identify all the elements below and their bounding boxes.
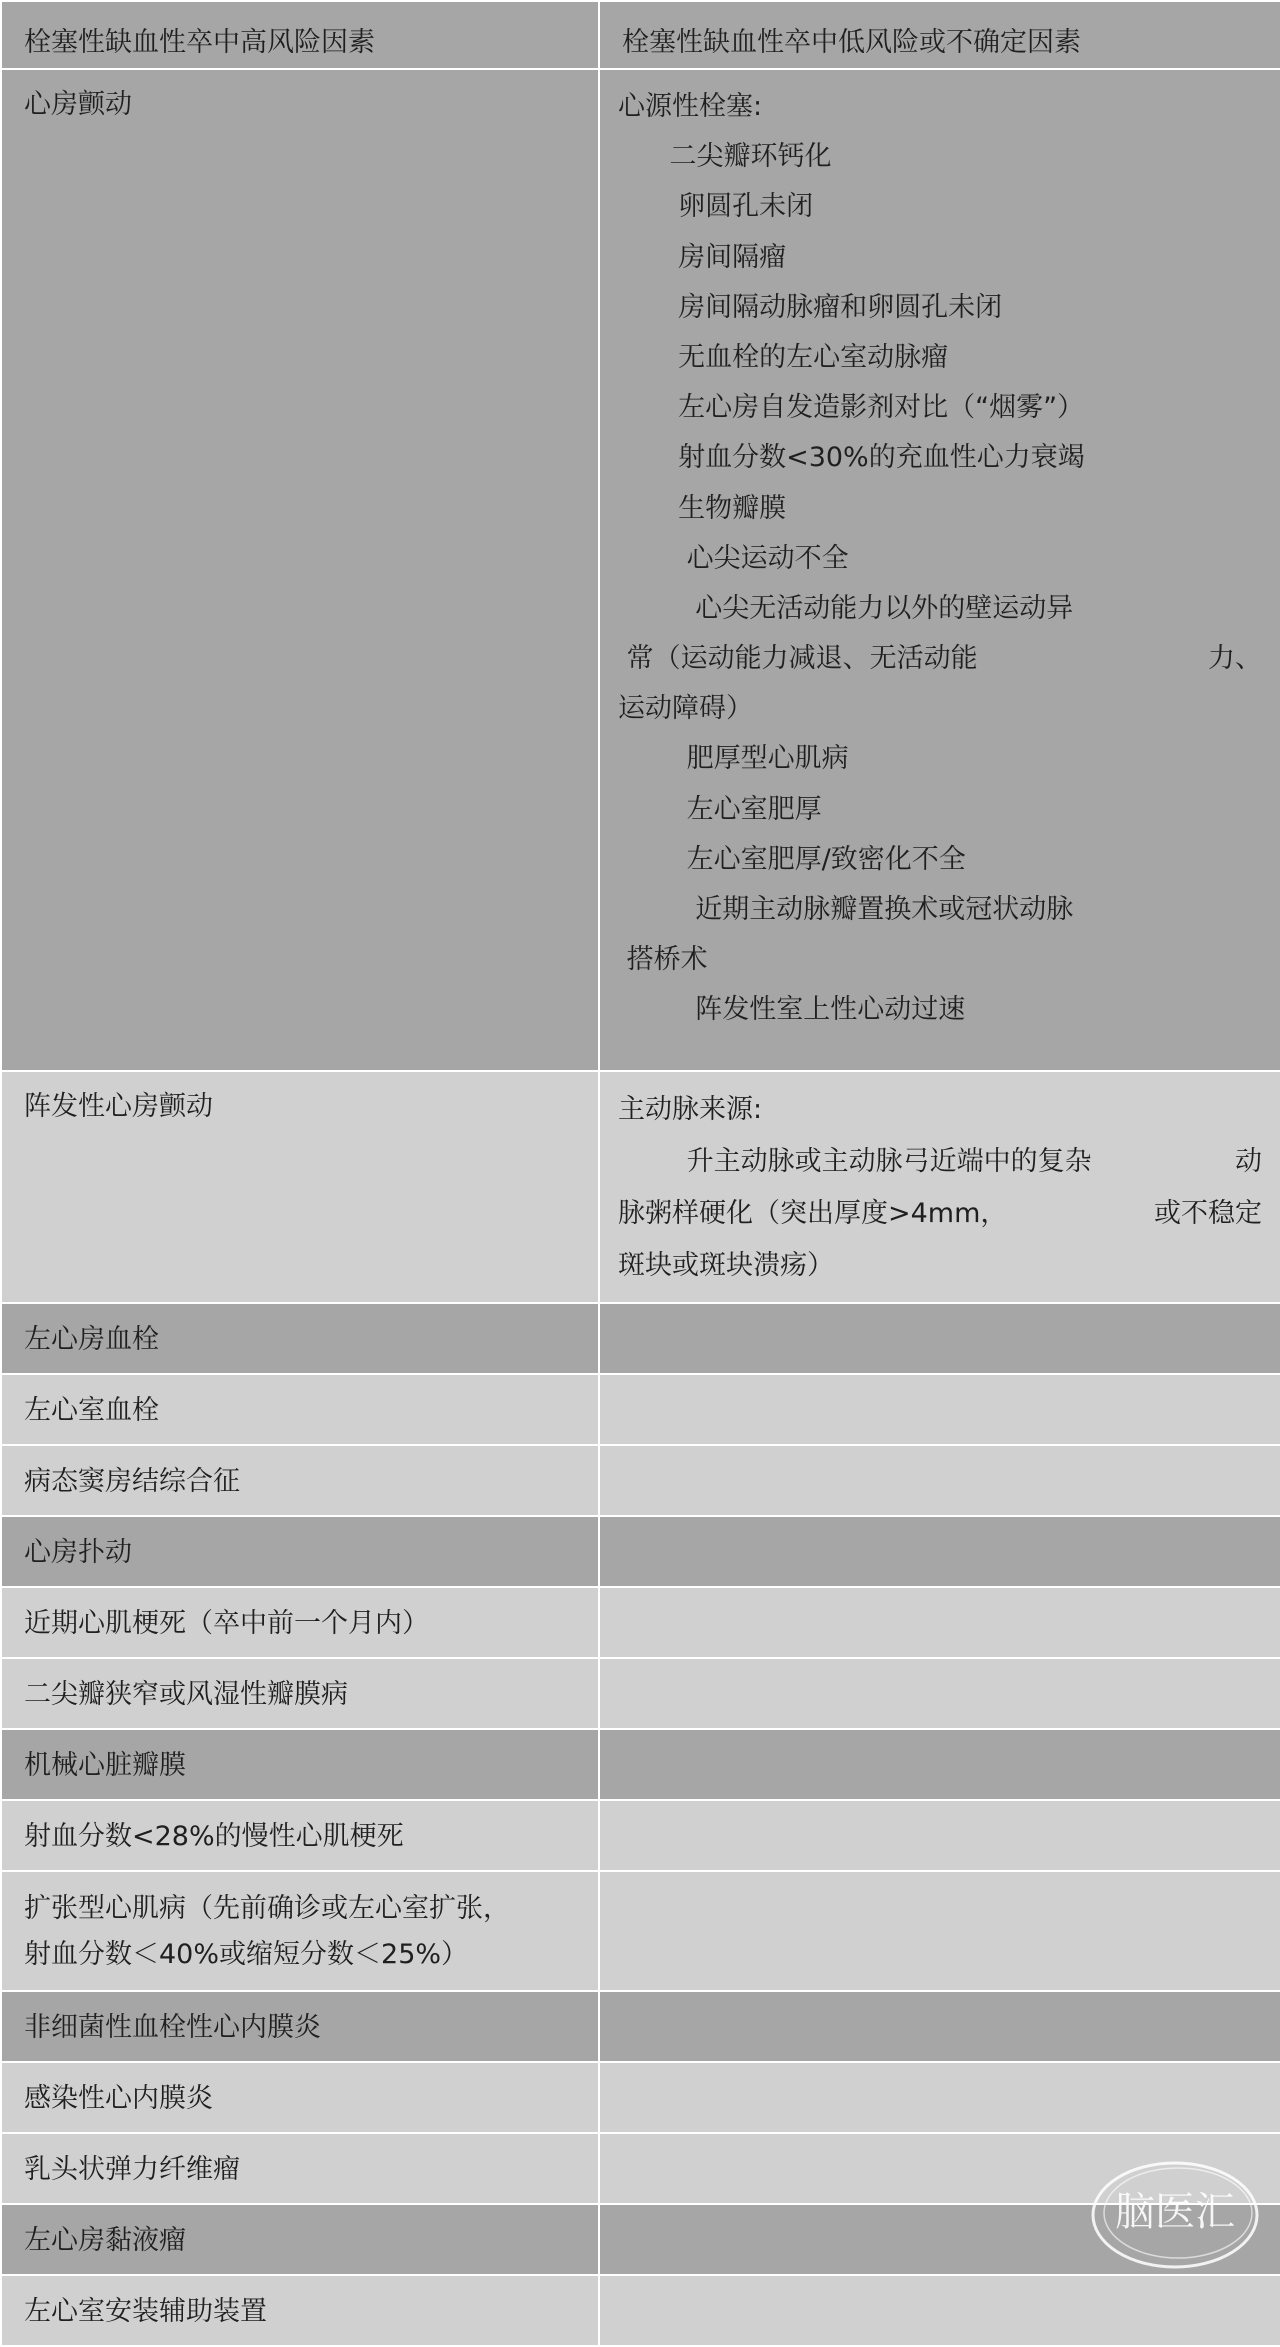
watermark-text: 脑医汇: [1115, 2189, 1235, 2235]
list-line: 肥厚型心肌病: [618, 743, 849, 775]
table-row: [1, 1991, 1280, 2062]
cell-high-risk: [1, 2275, 599, 2346]
table-row: [1, 2062, 1280, 2133]
cell-text: 感染性心内膜炎: [24, 2083, 213, 2114]
list-line: 主动脉来源:: [618, 1094, 763, 1125]
table-row: [1, 1516, 1280, 1587]
table-row: [1, 1374, 1280, 1445]
cell-text: 二尖瓣狭窄或风湿性瓣膜病: [24, 1679, 348, 1710]
cell-low-risk: [599, 1303, 1280, 1374]
cell-high-risk: [1, 1991, 599, 2062]
list-line: 斑块或斑块溃疡）: [618, 1250, 834, 1281]
list-line: 左心室肥厚: [618, 793, 822, 825]
list-line: 无血栓的左心室动脉瘤: [618, 341, 949, 373]
list-line: 房间隔瘤: [618, 241, 787, 273]
list-line: 运动障碍）: [618, 693, 753, 725]
list-line: 房间隔动脉瘤和卵圆孔未闭: [618, 291, 1003, 323]
list-line: 左心房自发造影剂对比（“烟雾”）: [618, 392, 1085, 424]
cell-low-risk: [599, 1871, 1280, 1991]
list-line: 左心室肥厚/致密化不全: [618, 843, 966, 875]
cell-line: 扩张型心肌病（先前确诊或左心室扩张，: [24, 1893, 510, 1924]
table-header-row: [1, 1, 1280, 69]
table-row: [1, 1658, 1280, 1729]
list-line: 近期主动脉瓣置换术或冠状动脉: [618, 894, 1074, 925]
cell-high-risk: [1, 1516, 599, 1587]
cell-high-risk: [1, 1800, 599, 1871]
table-row: [1, 1800, 1280, 1871]
cell-low-risk: [599, 69, 1280, 1071]
list-line: [618, 634, 1262, 684]
list-line-head: 脉粥样硬化（突出厚度>4mm，: [618, 1198, 1008, 1229]
cell-text: 左心室血栓: [24, 1395, 159, 1426]
cell-text: 乳头状弹力纤维瘤: [24, 2154, 240, 2185]
cell-text: [2, 1872, 598, 1978]
cell-high-risk: [1, 2133, 599, 2204]
list-line: [618, 1136, 1262, 1188]
table-row: [1, 1729, 1280, 1800]
list-line-head: 升主动脉或主动脉弓近端中的复杂: [618, 1146, 1092, 1177]
list-line: 阵发性室上性心动过速: [618, 994, 966, 1026]
cell-text: 射血分数<28%的慢性心肌梗死: [24, 1821, 404, 1852]
cell-text: 心房颤动: [24, 89, 132, 120]
list-line: 二尖瓣环钙化: [618, 141, 832, 173]
cell-high-risk: [1, 1445, 599, 1516]
aortic-source-list: [600, 1072, 1280, 1292]
cell-high-risk: [1, 2204, 599, 2275]
cell-low-risk: [599, 1658, 1280, 1729]
cell-high-risk: [1, 1729, 599, 1800]
list-line: 射血分数<30%的充血性心力衰竭: [618, 442, 1085, 474]
cell-text: 近期心肌梗死（卒中前一个月内）: [24, 1608, 429, 1639]
table-row: [1, 1445, 1280, 1516]
cell-text: 非细菌性血栓性心内膜炎: [24, 2012, 321, 2043]
header-low-risk: [599, 1, 1280, 69]
list-line: 心尖运动不全: [618, 542, 849, 574]
cell-text: 左心房血栓: [24, 1324, 159, 1355]
cell-high-risk: [1, 1374, 599, 1445]
table-row: [1, 1587, 1280, 1658]
list-line: 卵圆孔未闭: [618, 191, 814, 223]
cell-low-risk: [599, 1991, 1280, 2062]
cell-low-risk: [599, 1729, 1280, 1800]
list-line-tail: 或不稳定: [1154, 1198, 1262, 1229]
table-row: [1, 2275, 1280, 2346]
cell-text: 心房扑动: [24, 1537, 132, 1568]
cell-high-risk: [1, 1303, 599, 1374]
list-line: 生物瓣膜: [618, 492, 787, 524]
cell-low-risk: [599, 2275, 1280, 2346]
cell-low-risk: [599, 1800, 1280, 1871]
header-high-risk: [1, 1, 599, 69]
brand-watermark-logo: [1088, 2155, 1263, 2273]
cell-high-risk: [1, 1658, 599, 1729]
cell-text: 阵发性心房颤动: [24, 1091, 213, 1122]
list-line: 心源性栓塞:: [618, 91, 763, 122]
list-line: 搭桥术: [618, 944, 708, 976]
cell-text: 左心室安装辅助装置: [24, 2296, 267, 2327]
cell-high-risk: [1, 1871, 599, 1991]
cell-low-risk: [599, 1587, 1280, 1658]
list-line: 心尖无活动能力以外的壁运动异: [618, 592, 1074, 624]
list-line-tail: 动: [1235, 1146, 1262, 1177]
cell-high-risk: [1, 69, 599, 1071]
cell-low-risk: [599, 1071, 1280, 1303]
list-line-head: 常（运动能力减退、无活动能: [618, 643, 978, 675]
header-high-risk-label: 栓塞性缺血性卒中高风险因素: [24, 27, 375, 58]
cell-high-risk: [1, 2062, 599, 2133]
table-row: [1, 1071, 1280, 1303]
list-line: [618, 1188, 1262, 1240]
cell-text: 病态窦房结综合征: [24, 1466, 240, 1497]
cell-low-risk: [599, 1516, 1280, 1587]
cardiac-source-list: [600, 70, 1280, 1036]
cell-high-risk: [1, 1071, 599, 1303]
table-row: [1, 1303, 1280, 1374]
list-line-tail: 力、: [1208, 643, 1262, 675]
cell-text: 左心房黏液瘤: [24, 2225, 186, 2256]
table-row: [1, 69, 1280, 1071]
cell-low-risk: [599, 1445, 1280, 1516]
cell-low-risk: [599, 2062, 1280, 2133]
table-row: [1, 1871, 1280, 1991]
cell-text: 机械心脏瓣膜: [24, 1750, 186, 1781]
header-low-risk-label: 栓塞性缺血性卒中低风险或不确定因素: [622, 27, 1081, 58]
cell-line: 射血分数＜40%或缩短分数＜25%）: [24, 1939, 469, 1970]
cell-high-risk: [1, 1587, 599, 1658]
cell-low-risk: [599, 1374, 1280, 1445]
